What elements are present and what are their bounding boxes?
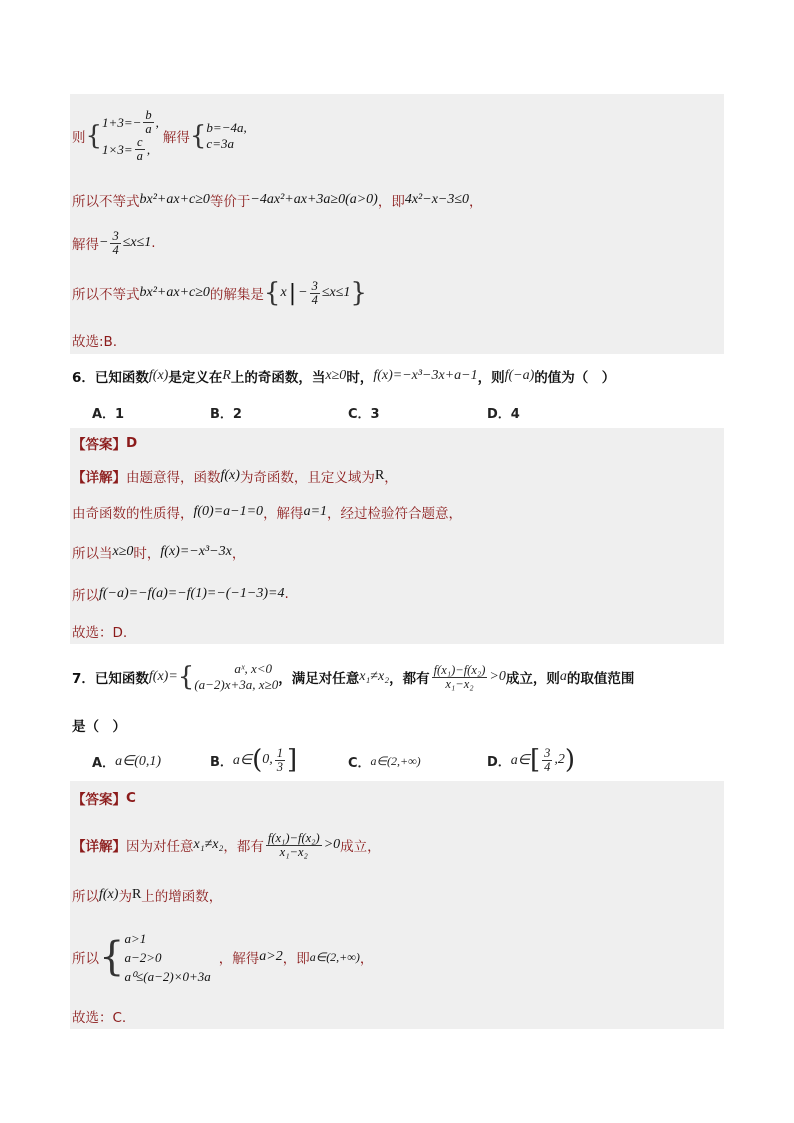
text: ，即 — [282, 951, 310, 967]
frac-num: f(x₁)−f(x₂) — [267, 830, 320, 845]
text: ，解得 — [218, 951, 260, 967]
frac — [275, 747, 285, 774]
text: 为 — [118, 889, 132, 905]
frac-num: 3 — [112, 228, 119, 243]
res1: b=−4a, — [206, 120, 247, 135]
text: 故选:B. — [72, 334, 118, 350]
answer-7-block — [70, 781, 724, 1029]
sol5-system-line — [72, 100, 247, 172]
math: f(x) — [220, 468, 240, 483]
q6-option-c[interactable]: C．3 — [348, 407, 380, 422]
q7-detail-3 — [72, 925, 373, 989]
q6-detail-3 — [72, 542, 245, 562]
eq1-frac — [143, 109, 153, 136]
eq1-lhs: 1+3=− — [102, 114, 142, 130]
math: x₁≠x₂ — [193, 837, 224, 852]
math: x — [280, 285, 287, 300]
math: a>2 — [259, 949, 283, 964]
text: 所以当 — [72, 546, 113, 562]
frac-den: x₁−x₂ — [279, 844, 308, 859]
text: ，都有 — [223, 839, 264, 855]
res2: c=3a — [206, 136, 234, 151]
q7-choose — [72, 1006, 126, 1026]
text: ， — [231, 546, 246, 562]
text: 的解集是 — [209, 287, 264, 303]
detail-tag: 【详解】 — [72, 470, 126, 486]
text: ， — [469, 194, 483, 210]
eq1: 1+3=− $\frac{b}{a}$ , — [102, 108, 159, 136]
frac-num: 3 — [311, 278, 318, 293]
q6-stem — [72, 366, 615, 386]
frac-den: 4 — [544, 759, 551, 774]
system-brace: { — [99, 934, 125, 980]
piecewise — [194, 661, 278, 693]
option-math: a∈(0,1) — [115, 753, 162, 769]
text: ，解得 — [263, 506, 304, 522]
math: f(−a) — [504, 368, 535, 383]
text: ，即 — [377, 194, 405, 210]
option-label: B． — [210, 754, 233, 770]
q6-answer — [72, 433, 137, 453]
math: x₁≠x₂ — [359, 669, 390, 684]
text: 解得 — [72, 237, 99, 253]
eq2: 1×3= $\frac{c}{a}$ , — [102, 135, 151, 163]
text: ， — [359, 951, 374, 967]
math: f(−a)=−f(a)=−f(1)=−(−1−3)=4 — [99, 586, 285, 601]
set-right-brace: } — [350, 278, 367, 308]
sys-line-3: a⁰≤(a−2)×0+3a — [124, 968, 211, 984]
q7-option-b[interactable] — [210, 743, 297, 777]
close-paren: ) — [564, 745, 576, 775]
q6-option-d[interactable]: D．4 — [487, 407, 520, 422]
option-math: ,2 — [554, 752, 565, 767]
text: 时， — [133, 546, 161, 562]
text: 等价于 — [209, 194, 251, 210]
math: R — [131, 887, 142, 902]
frac — [542, 747, 552, 774]
text-jiede: 解得 — [162, 130, 190, 146]
text: 的取值范围 — [566, 671, 635, 687]
math: − — [298, 285, 308, 300]
eq2-frac — [135, 136, 145, 163]
option-math: a∈ — [232, 752, 253, 768]
text: 为奇函数，且定义域为 — [239, 470, 375, 486]
q7-stem — [72, 655, 634, 699]
frac-num: b — [145, 108, 152, 122]
math: R — [374, 468, 385, 483]
q7-option-d[interactable] — [487, 743, 575, 777]
text: 所以不等式 — [72, 194, 140, 210]
option-label: A． — [92, 755, 116, 771]
math: x≥0 — [112, 544, 134, 559]
text: . — [151, 235, 156, 251]
q7-stem-line2 — [72, 715, 126, 735]
math: f(x)=−x³−3x — [160, 544, 232, 559]
option-math: a∈ — [510, 752, 530, 768]
text: 成立，则 — [505, 671, 560, 687]
frac-den: 4 — [112, 242, 119, 257]
set-bar: | — [288, 280, 297, 306]
q6-detail-1 — [72, 466, 398, 486]
math: f(0)=a−1=0 — [193, 504, 264, 519]
text: ，则 — [477, 370, 505, 386]
sys-line-1: a>1 — [124, 930, 147, 946]
math: a∈(2,+∞) — [309, 949, 360, 964]
option-label: D． — [487, 754, 511, 770]
text: 由题意得，函数 — [126, 470, 221, 486]
q7-detail-2 — [72, 885, 222, 905]
sol5-line2 — [72, 190, 483, 210]
result-system — [206, 120, 246, 152]
text: . — [284, 586, 289, 602]
frac — [310, 280, 320, 307]
math: f(x) — [99, 887, 119, 902]
q6-option-b[interactable]: B．2 — [210, 407, 242, 422]
system — [124, 929, 210, 986]
frac-num: 1 — [276, 745, 284, 760]
frac-num: f(x₁)−f(x₂) — [433, 662, 486, 677]
option-math: 0, — [262, 752, 273, 767]
text: ，满足对任意 — [278, 671, 360, 687]
frac — [432, 664, 488, 691]
math: f(x) — [148, 368, 169, 383]
q7-detail-1 — [72, 825, 381, 865]
math: >0 — [489, 669, 506, 684]
text: 所以不等式 — [72, 287, 140, 303]
q7-option-a[interactable] — [92, 748, 161, 774]
text: 6．已知函数 — [72, 370, 149, 386]
sol5-choose — [72, 330, 117, 350]
left-brace: { — [85, 121, 103, 151]
text-ze: 则 — [72, 130, 86, 146]
math: f(x)=−x³−3x+a−1 — [373, 368, 478, 383]
frac — [266, 832, 322, 859]
text: 的值为（ ） — [534, 370, 616, 386]
open-bracket: [ — [530, 745, 541, 775]
sol5-line4 — [72, 277, 367, 309]
sys-line-2: a−2>0 — [124, 949, 162, 965]
eq2-lhs: 1×3= — [102, 141, 133, 157]
left-brace: { — [189, 121, 207, 151]
math: ≤x≤1 — [321, 285, 351, 300]
frac — [110, 230, 120, 257]
sol5-line3 — [72, 228, 156, 258]
text: 由奇函数的性质得， — [72, 506, 194, 522]
text: 成立， — [340, 839, 381, 855]
set-left-brace: { — [263, 278, 281, 308]
math: 4x²−x−3≤0 — [404, 192, 470, 207]
frac-den: a — [145, 122, 152, 136]
open-paren: ( — [252, 745, 263, 775]
frac-num: c — [136, 135, 143, 149]
text: 所以 — [72, 951, 99, 967]
math: −4ax²+ax+3a≥0(a>0) — [250, 192, 378, 207]
q6-option-a[interactable]: A．1 — [92, 407, 125, 422]
q7-answer — [72, 788, 136, 808]
frac-num: 3 — [544, 745, 551, 760]
math: R — [222, 368, 231, 383]
detail-tag: 【详解】 — [72, 839, 126, 855]
frac-den: 4 — [311, 292, 318, 307]
q7-option-c[interactable] — [348, 748, 421, 774]
math: − — [99, 235, 109, 250]
text: ， — [384, 470, 398, 486]
system-equations — [102, 109, 159, 163]
text: 上的奇函数，当 — [230, 370, 326, 386]
text: 故选：C. — [72, 1010, 127, 1026]
answer-6-block — [70, 428, 724, 644]
text: 所以 — [72, 588, 99, 604]
text: 故选：D. — [72, 625, 128, 641]
frac-den: a — [136, 149, 143, 163]
answer-tag: 【答案】 — [72, 792, 126, 808]
option-label: C． — [348, 755, 371, 771]
math: a=1 — [303, 504, 328, 519]
piece2: (a−2)x+3a, x≥0 — [194, 677, 279, 692]
q6-detail-4 — [72, 584, 289, 604]
math: x≥0 — [325, 368, 347, 383]
close-bracket: ] — [287, 745, 298, 775]
text: ，都有 — [389, 671, 430, 687]
math: f(x)= — [148, 669, 178, 684]
text: 是（ ） — [72, 719, 126, 735]
piecewise-brace: { — [177, 662, 195, 692]
math: ≤x≤1 — [122, 235, 152, 250]
math: bx²+ax+c≥0 — [139, 192, 210, 207]
text: 因为对任意 — [126, 839, 194, 855]
frac-den: 3 — [276, 759, 284, 774]
math: >0 — [323, 837, 341, 852]
answer-tag: 【答案】 — [72, 437, 126, 453]
text: 所以 — [72, 889, 99, 905]
q6-detail-2 — [72, 502, 462, 522]
text: 时， — [346, 370, 374, 386]
answer-value: C — [126, 790, 136, 806]
math: a — [559, 669, 567, 684]
text: 7．已知函数 — [72, 671, 149, 687]
text: 是定义在 — [168, 370, 223, 386]
text: ，经过检验符合题意， — [327, 506, 463, 522]
q6-choose — [72, 621, 127, 641]
frac-den: x₁−x₂ — [445, 676, 474, 691]
text: 上的增函数， — [141, 889, 223, 905]
math: bx²+ax+c≥0 — [139, 285, 210, 300]
piece1: aˣ, x<0 — [234, 661, 273, 676]
answer-value: D — [126, 435, 138, 451]
option-math: a∈(2,+∞) — [370, 753, 421, 768]
